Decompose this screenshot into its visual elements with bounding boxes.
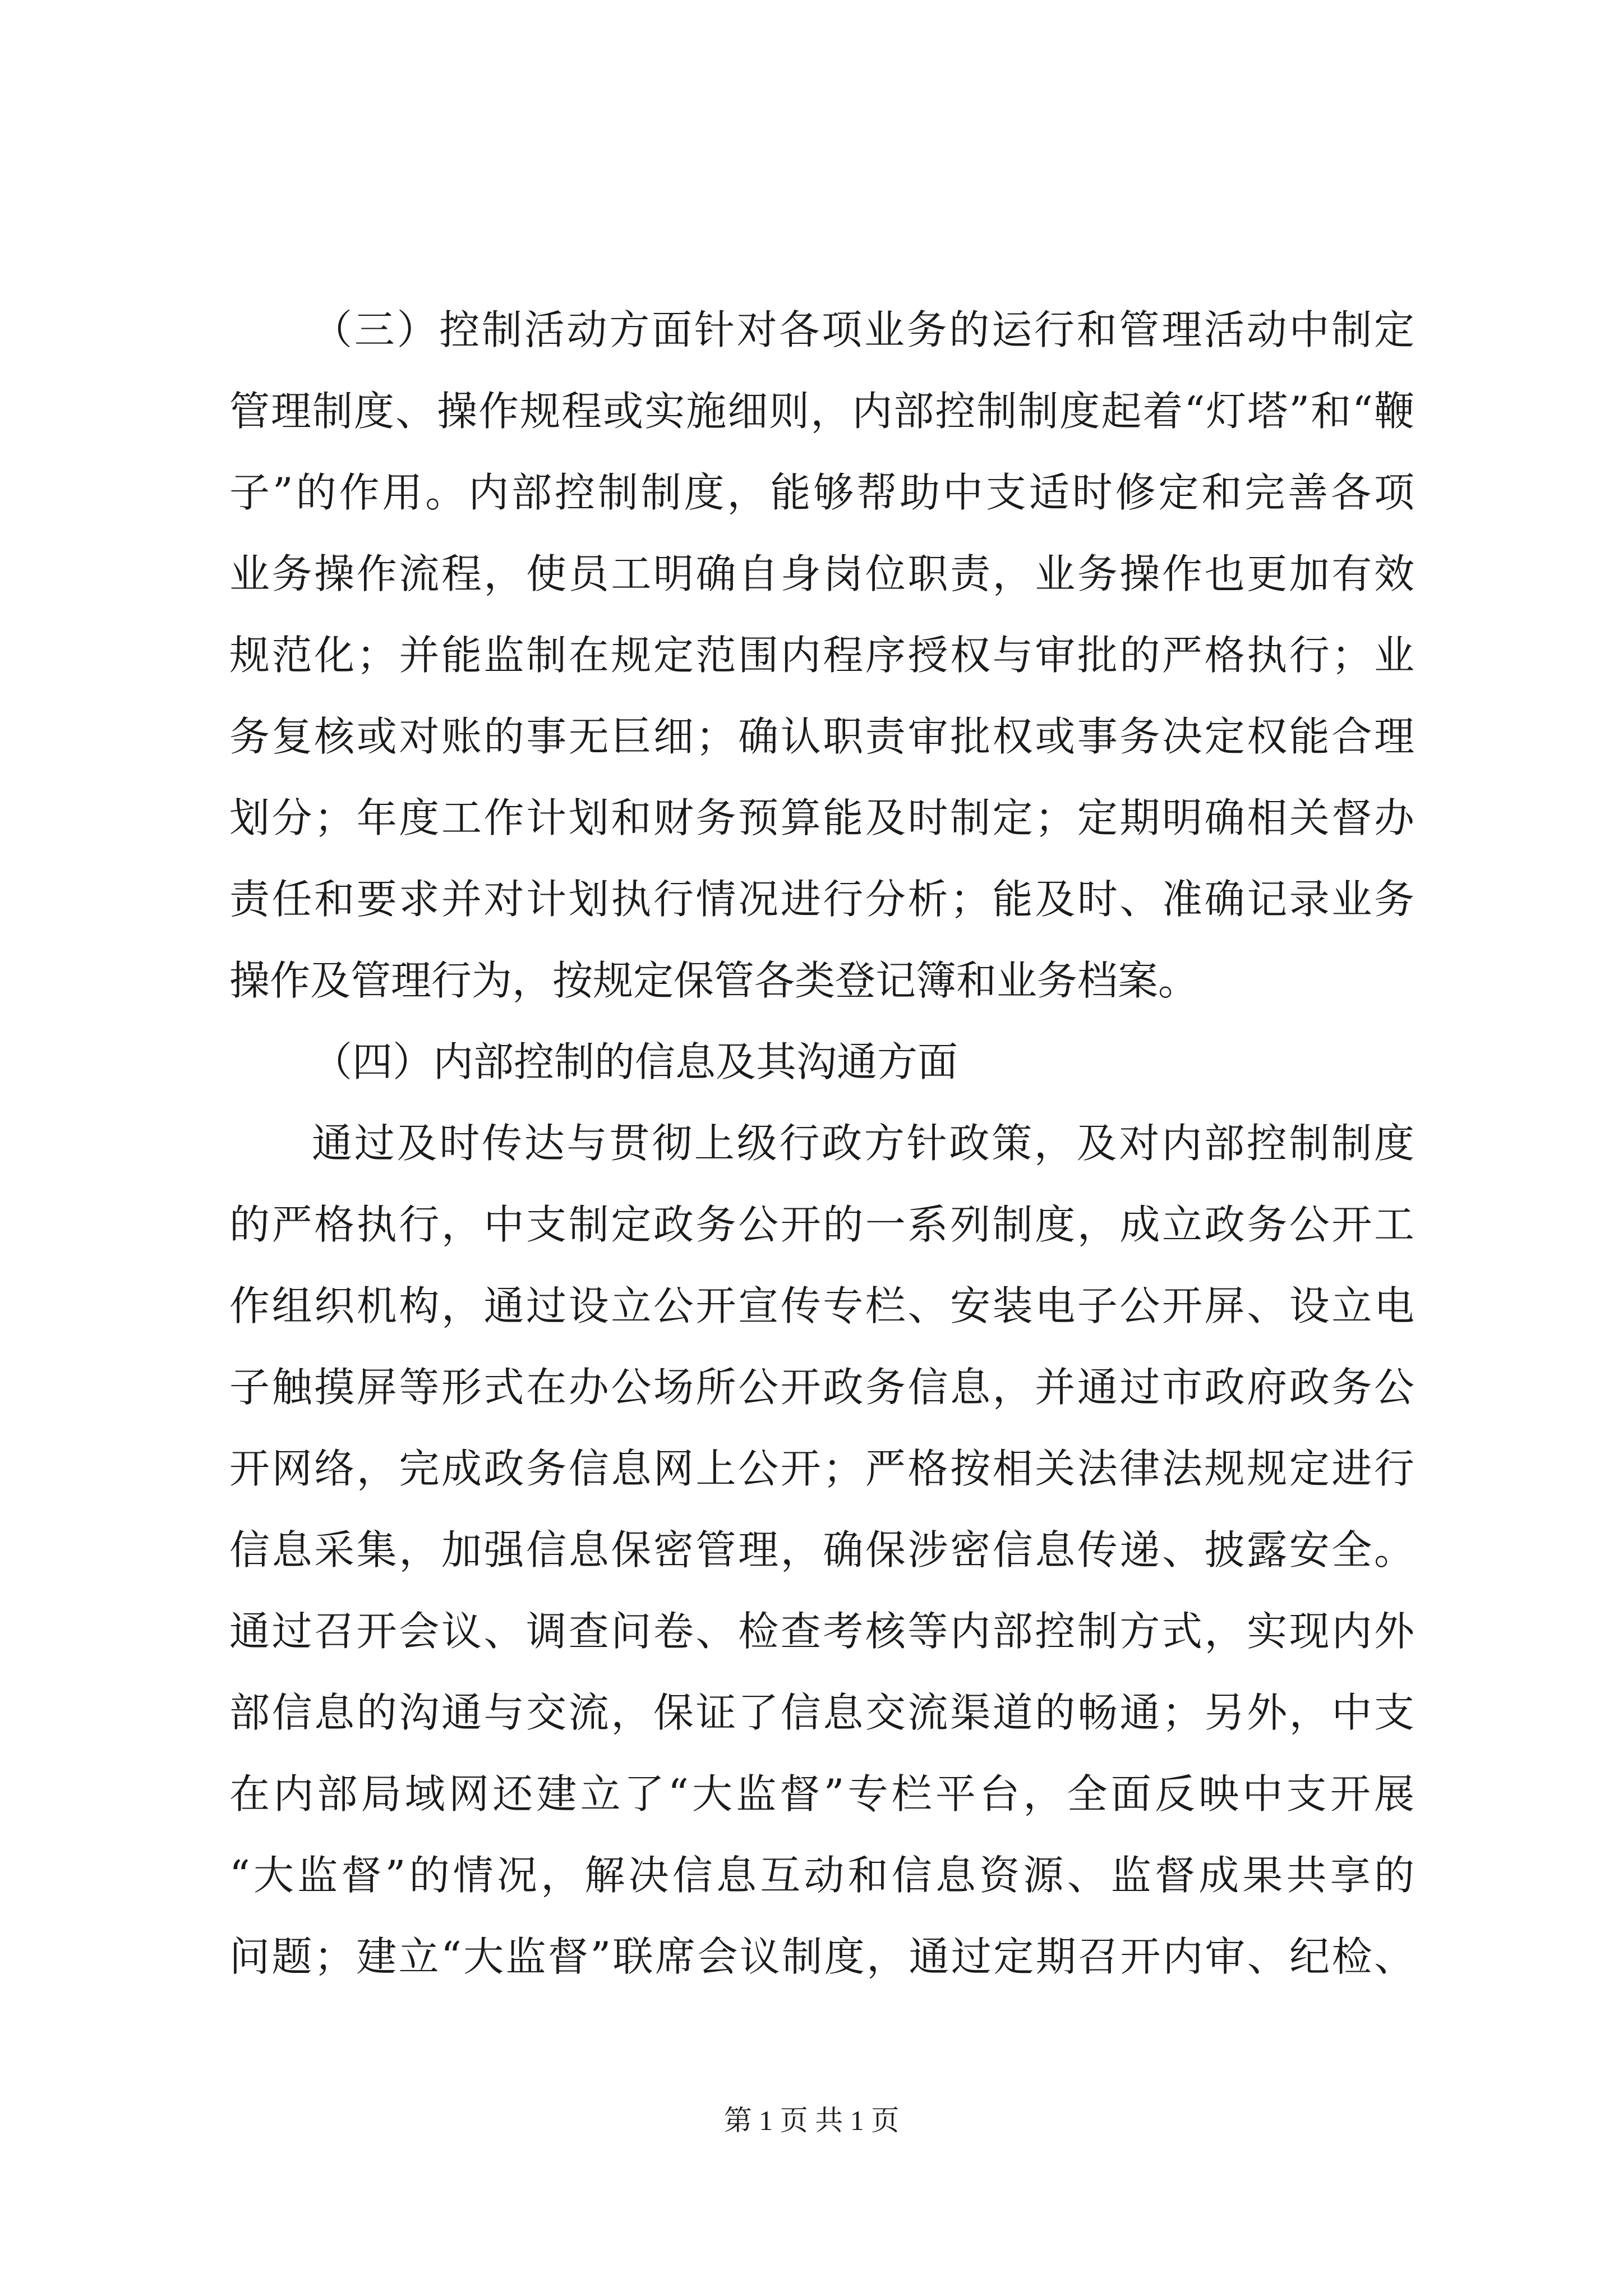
paragraph-1-line-4: 业务操作流程，使员工明确自身岗位职责，业务操作也更加有效: [229, 550, 1414, 597]
paragraph-1-line-6: 务复核或对账的事无巨细；确认职责审批权或事务决定权能合理: [229, 713, 1414, 760]
paragraph-1-line-7: 划分；年度工作计划和财务预算能及时制定；定期明确相关督办: [229, 794, 1414, 841]
paragraph-2-line-1: 通过及时传达与贯彻上级行政方针政策，及对内部控制制度: [312, 1120, 1414, 1167]
section-heading: （四）内部控制的信息及其沟通方面: [312, 1038, 958, 1085]
paragraph-2-line-10: “大监督”的情况，解决信息互动和信息资源、监督成果共享的: [229, 1852, 1414, 1899]
paragraph-2-line-11: 问题；建立“大监督”联席会议制度，通过定期召开内审、纪检、: [229, 1933, 1414, 1980]
paragraph-2-line-5: 开网络，完成政务信息网上公开；严格按相关法律法规规定进行: [229, 1445, 1414, 1492]
paragraph-1-line-9: 操作及管理行为，按规定保管各类登记簿和业务档案。: [229, 957, 1199, 1004]
paragraph-2-line-9: 在内部局域网还建立了“大监督”专栏平台，全面反映中支开展: [229, 1770, 1414, 1818]
paragraph-1-line-1: （三）控制活动方面针对各项业务的运行和管理活动中制定: [312, 306, 1414, 353]
page-footer: 第 1 页 共 1 页: [723, 2105, 900, 2136]
paragraph-2-line-4: 子触摸屏等形式在办公场所公开政务信息，并通过市政府政务公: [229, 1364, 1414, 1411]
paragraph-2-line-7: 通过召开会议、调查问卷、检查考核等内部控制方式，实现内外: [229, 1608, 1414, 1655]
paragraph-1-line-3: 子”的作用。内部控制制度，能够帮助中支适时修定和完善各项: [229, 469, 1414, 516]
paragraph-1-line-8: 责任和要求并对计划执行情况进行分析；能及时、准确记录业务: [229, 876, 1414, 923]
paragraph-2-line-3: 作组织机构，通过设立公开宣传专栏、安装电子公开屏、设立电: [229, 1282, 1414, 1329]
paragraph-1-line-5: 规范化；并能监制在规定范围内程序授权与审批的严格执行；业: [229, 632, 1414, 679]
paragraph-2-line-2: 的严格执行，中支制定政务公开的一系列制度，成立政务公开工: [229, 1201, 1414, 1248]
paragraph-1-line-2: 管理制度、操作规程或实施细则，内部控制制度起着“灯塔”和“鞭: [229, 388, 1414, 435]
paragraph-2-line-6: 信息采集，加强信息保密管理，确保涉密信息传递、披露安全。: [229, 1526, 1414, 1573]
paragraph-2-line-8: 部信息的沟通与交流，保证了信息交流渠道的畅通；另外，中支: [229, 1689, 1414, 1736]
